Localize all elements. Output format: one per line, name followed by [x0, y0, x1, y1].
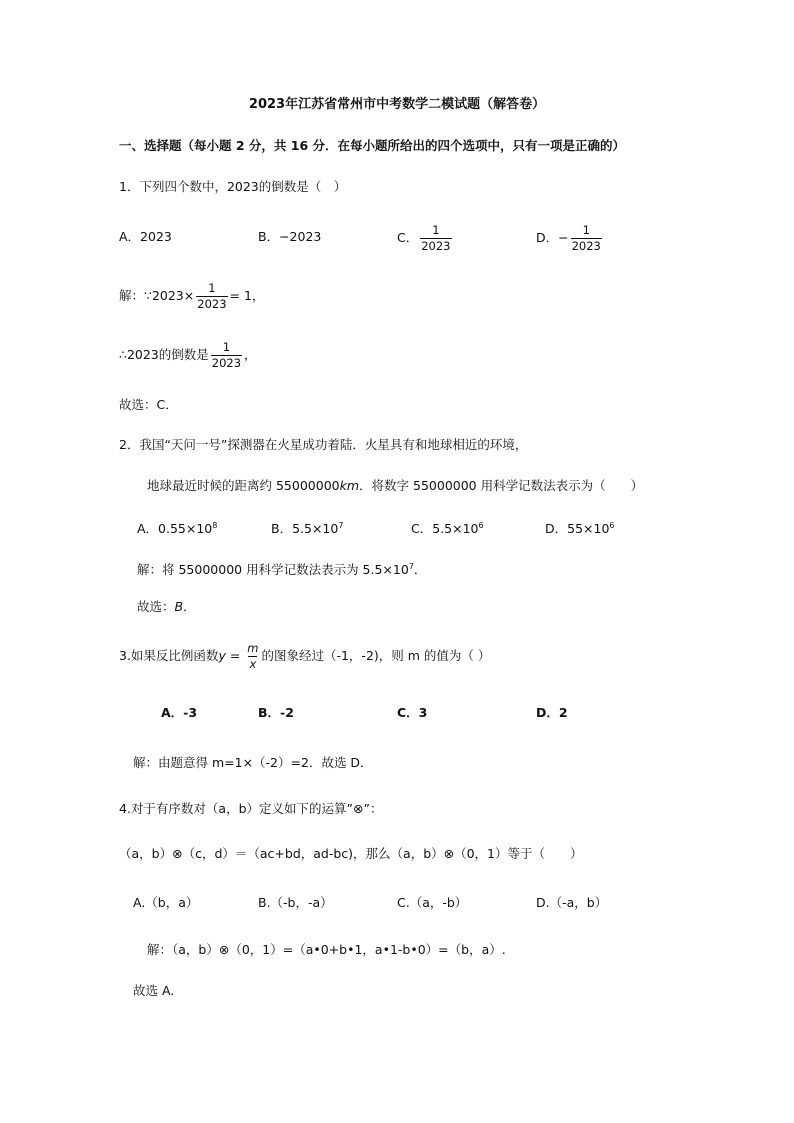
option-text: C．5.5×10 — [411, 521, 479, 536]
q1-option-c — [397, 220, 454, 256]
fraction-denominator: 2023 — [197, 297, 227, 311]
q2-stem-line2 — [147, 477, 643, 495]
fraction-denominator: 2023 — [421, 239, 451, 253]
q3-option-c: C．3 — [397, 705, 428, 720]
q1-option-c-fraction — [420, 223, 451, 254]
fraction-numerator: 1 — [208, 281, 216, 295]
q2-answer — [137, 598, 196, 616]
exponent: 6 — [609, 521, 615, 530]
q2-option-b — [271, 517, 343, 538]
option-text: A．0.55×10 — [137, 521, 213, 536]
solution-text: 解：∵2023× — [119, 288, 195, 303]
solution-text: ， — [244, 347, 257, 362]
q2-option-a — [137, 517, 217, 538]
exponent: 7 — [408, 562, 414, 571]
solution-text: 解：将 55000000 用科学记数法表示为 5.5×10 — [137, 562, 409, 577]
exponent: 7 — [338, 521, 344, 530]
solution-fraction — [196, 281, 227, 312]
q4-stem-line2: （a，b）⊗（c，d）＝（ac+bd，ad-bc)，那么（a，b）⊗（0，1）等于（ ） — [119, 846, 583, 861]
q3-solution: 解：由题意得 m=1×（-2）=2．故选 D． — [133, 755, 373, 770]
stem-text: 地球最近时候的距离约 55000000 — [147, 478, 340, 493]
q1-option-d — [536, 220, 604, 256]
q3-option-b: B．-2 — [258, 705, 294, 720]
q1-solution-line2 — [119, 337, 257, 373]
solution-text: ． — [413, 562, 427, 577]
q1-option-c-label: C． — [397, 230, 419, 245]
q4-option-b: B.（-b，-a） — [258, 895, 333, 910]
solution-fraction — [211, 340, 242, 371]
stem-text: ．将数字 55000000 用科学记数法表示为（ ） — [359, 478, 644, 493]
fraction-denominator: 2023 — [211, 356, 242, 370]
q1-answer: 故选：C． — [119, 397, 178, 412]
q2-solution — [137, 558, 426, 579]
q3-option-d: D．2 — [536, 705, 568, 720]
q2-option-d — [545, 517, 615, 538]
q3-option-a: A．-3 — [161, 705, 198, 720]
q1-option-a: A．2023 — [119, 229, 172, 244]
stem-text: 3.如果反比例函数 — [119, 648, 219, 663]
solution-text: = 1， — [229, 288, 265, 303]
q3-fraction — [246, 641, 259, 672]
q4-solution: 解：（a，b）⊗（0，1）=（a•0+b•1，a•1-b•0）=（b，a）. — [147, 942, 506, 957]
answer-letter: B — [174, 599, 184, 614]
q4-stem-line1: 4.对于有序数对（a，b）定义如下的运算”⊗”： — [119, 801, 383, 816]
q1-option-b: B．−2023 — [258, 229, 322, 244]
q2-stem-line1: 2．我国“天问一号”探测器在火星成功着陆．火星具有和地球相近的环境， — [119, 437, 528, 452]
exponent: 6 — [478, 521, 484, 530]
fraction-numerator: 1 — [222, 340, 231, 354]
section-heading: 一、选择题（每小题 2 分，共 16 分．在每小题所给出的四个选项中，只有一项是正确的） — [119, 138, 626, 153]
variable-y: y — [218, 648, 226, 663]
equals-sign: = — [225, 648, 245, 663]
fraction-numerator: 1 — [582, 223, 590, 237]
unit-km: km — [339, 478, 360, 493]
q2-option-c — [411, 517, 484, 538]
option-text: B．5.5×10 — [271, 521, 339, 536]
q1-solution-line1 — [119, 278, 264, 314]
q1-option-d-fraction — [571, 223, 602, 254]
q4-option-a: A.（b，a） — [133, 895, 199, 910]
fraction-numerator: 1 — [432, 223, 440, 237]
answer-text: 故选： — [137, 599, 175, 614]
fraction-denominator: x — [249, 657, 257, 671]
q1-stem: 1．下列四个数中，2023的倒数是（ ） — [119, 179, 347, 194]
q4-answer: 故选 A. — [133, 983, 175, 998]
option-text: D．55×10 — [545, 521, 610, 536]
q1-option-d-label: D．− — [536, 230, 569, 245]
solution-text: ∴2023的倒数是 — [119, 347, 209, 362]
fraction-numerator: m — [247, 641, 259, 655]
q4-option-d: D.（-a，b） — [536, 895, 608, 910]
fraction-denominator: 2023 — [571, 239, 601, 253]
stem-text: 的图象经过（-1，-2)，则 m 的值为（ ） — [261, 648, 491, 663]
page-title: 2023年江苏省常州市中考数学二模试题（解答卷） — [248, 97, 546, 112]
answer-text: ． — [183, 599, 196, 614]
exponent: 8 — [212, 521, 218, 530]
q4-option-c: C.（a，-b） — [397, 895, 468, 910]
q3-stem — [119, 638, 490, 674]
